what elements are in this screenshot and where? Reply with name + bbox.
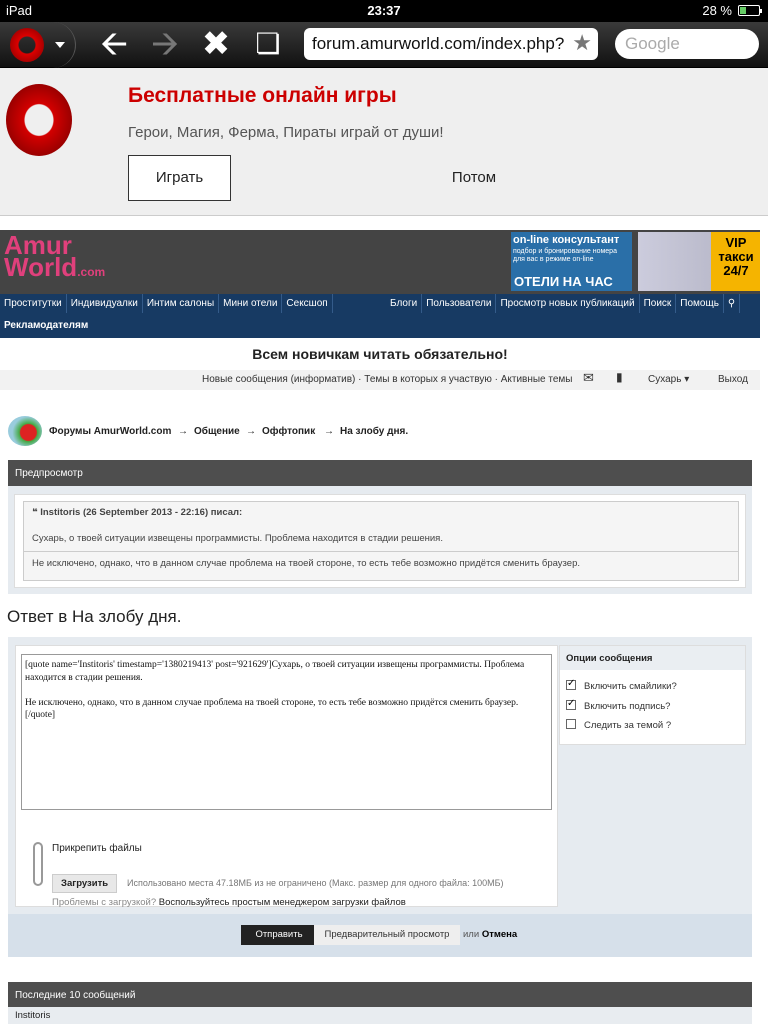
option-follow[interactable] xyxy=(566,719,671,731)
recent-post-author[interactable]: Institoris xyxy=(8,1007,752,1024)
quote-icon: ❝ xyxy=(32,507,38,518)
search-input[interactable]: Google xyxy=(615,29,759,59)
ad-hotel-banner[interactable] xyxy=(511,232,632,291)
close-icon[interactable]: ✖ xyxy=(201,25,231,63)
tabs-icon[interactable]: ❏ xyxy=(255,28,281,59)
quote-author xyxy=(32,507,242,518)
promo-banner xyxy=(0,68,768,216)
ad1-title: on-line консультант xyxy=(513,234,620,246)
used-space-text: Использовано места 47.18МБ из не ограничено (Макс. размер для одного файла: 100МБ) xyxy=(127,878,504,888)
ad2-text: VIP такси 24/7 xyxy=(718,235,754,278)
nav-item[interactable]: Мини отели xyxy=(219,294,282,313)
arrow-right-icon: → xyxy=(246,426,256,437)
site-banner xyxy=(0,230,760,294)
checkbox-smilies[interactable] xyxy=(566,680,576,690)
battery-icon xyxy=(738,5,760,16)
quote-author-text: Institoris (26 September 2013 - 22:16) писал: xyxy=(40,507,243,518)
opera-logo-icon xyxy=(10,28,44,62)
main-nav xyxy=(0,294,760,338)
user-bar xyxy=(0,370,760,390)
preview-post xyxy=(14,494,746,588)
nav-left xyxy=(0,294,333,316)
nav-item[interactable]: Интим салоны xyxy=(143,294,219,313)
option-label: Включить смайлики? xyxy=(584,681,677,692)
nav-advertisers[interactable]: Рекламодателям xyxy=(4,320,89,331)
battery-percent: 28 % xyxy=(702,3,732,18)
clock: 23:37 xyxy=(367,3,401,18)
simple-manager-link[interactable]: Воспользуйтесь простым менеджером загрузки файлов xyxy=(158,897,406,908)
forum-logo-icon xyxy=(8,416,42,446)
preview-panel xyxy=(8,486,752,594)
breadcrumb-item[interactable]: Оффтопик xyxy=(262,426,316,437)
editor-box xyxy=(15,645,558,907)
breadcrumb-item[interactable]: Общение xyxy=(194,426,240,437)
option-signature[interactable] xyxy=(566,700,670,712)
browser-toolbar xyxy=(0,22,768,68)
message-textarea[interactable]: [quote name='Institoris' timestamp='1380219413' post='921629']Сухарь, о твоей ситуации извещены программисты. Проблема находится в стадии решения. Не исключено, однако, что в данном случае проблема на твоей стороне, то есть тебе возможно придётся сменить браузер.[/quote] xyxy=(21,654,552,810)
logo-text-com: .com xyxy=(77,265,106,279)
later-button[interactable]: Потом xyxy=(451,169,497,186)
or-cancel xyxy=(463,929,517,940)
reply-form xyxy=(8,637,752,957)
user-links[interactable]: Новые сообщения (информатив) · Темы в которых я участвую · Активные темы xyxy=(202,374,573,385)
reply-title: Ответ в На злобу дня. xyxy=(7,607,182,626)
envelope-icon[interactable]: ✉ xyxy=(583,370,594,385)
option-smilies[interactable] xyxy=(566,680,677,692)
nav-item[interactable]: Просмотр новых публикаций xyxy=(496,294,639,313)
logo-text-world: World xyxy=(4,252,78,282)
quote-line-1: Сухарь, о твоей ситуации извещены программисты. Проблема находится в стадии решения. xyxy=(32,533,443,544)
nav-right xyxy=(386,294,740,316)
nav-item[interactable]: Помощь xyxy=(676,294,724,313)
cancel-link[interactable]: Отмена xyxy=(481,929,518,940)
nav-item[interactable]: Проститутки xyxy=(0,294,67,313)
nav-item[interactable]: Индивидуалки xyxy=(67,294,143,313)
attach-label: Прикрепить файлы xyxy=(52,843,142,854)
submit-row xyxy=(8,914,752,957)
or-text: или xyxy=(463,929,480,940)
forward-arrow-icon[interactable]: 🡪 xyxy=(151,25,179,63)
promo-title: Бесплатные онлайн игры xyxy=(128,84,397,107)
play-button[interactable]: Играть xyxy=(128,155,231,201)
checkbox-signature[interactable] xyxy=(566,700,576,710)
submit-button[interactable]: Отправить xyxy=(241,925,317,945)
preview-header: Предпросмотр xyxy=(8,460,752,487)
chevron-down-icon: ▾ xyxy=(684,374,690,385)
checkbox-follow[interactable] xyxy=(566,719,576,729)
dropdown-triangle-icon xyxy=(55,42,65,48)
url-text: forum.amurworld.com/index.php? xyxy=(312,34,565,53)
back-arrow-icon[interactable]: 🡨 xyxy=(100,25,128,63)
map-pin-icon[interactable]: ⚲ xyxy=(724,294,740,313)
preview-button[interactable]: Предварительный просмотр xyxy=(314,925,460,945)
quote-block xyxy=(23,501,739,581)
user-menu[interactable] xyxy=(648,374,689,385)
device-name: iPad xyxy=(6,3,33,18)
nav-second-row xyxy=(0,316,92,338)
site-logo[interactable] xyxy=(4,230,106,283)
nav-item[interactable]: Сексшоп xyxy=(282,294,332,313)
username: Сухарь xyxy=(648,374,682,385)
nav-item[interactable]: Блоги xyxy=(386,294,422,313)
upload-problems xyxy=(52,897,406,908)
upload-button[interactable]: Загрузить xyxy=(52,874,117,893)
address-bar[interactable] xyxy=(304,28,598,60)
opera-logo-icon xyxy=(6,84,72,156)
star-icon[interactable]: ★ xyxy=(572,30,592,55)
notification-icon[interactable]: ▮ xyxy=(616,370,623,384)
ad1-text: подбор и бронирование номера для вас в режиме on-line xyxy=(513,248,617,263)
arrow-right-icon: → xyxy=(324,426,334,437)
option-label: Следить за темой ? xyxy=(584,720,672,731)
ad-taxi-banner[interactable] xyxy=(638,232,760,291)
nav-item[interactable]: Пользователи xyxy=(422,294,496,313)
logo-text-amur: Amur xyxy=(4,230,72,260)
paperclip-icon xyxy=(33,842,43,886)
breadcrumb-item[interactable]: Форумы AmurWorld.com xyxy=(49,426,172,437)
opera-menu-button[interactable] xyxy=(0,22,76,68)
option-label: Включить подпись? xyxy=(584,701,671,712)
ad1-big: ОТЕЛИ НА ЧАС xyxy=(514,274,613,289)
options-header: Опции сообщения xyxy=(560,646,745,670)
problems-text: Проблемы с загрузкой? xyxy=(52,897,157,908)
promo-subtitle: Герои, Магия, Ферма, Пираты играй от души! xyxy=(128,124,444,141)
quote-line-2: Не исключено, однако, что в данном случае проблема на твоей стороне, то есть тебе возможно придётся сменить браузер. xyxy=(32,558,581,569)
recent-posts-header: Последние 10 сообщений xyxy=(8,982,752,1007)
notice-link[interactable]: Всем новичкам читать обязательно! xyxy=(252,346,508,362)
breadcrumb-item[interactable]: На злобу дня. xyxy=(340,426,409,437)
nav-item[interactable]: Поиск xyxy=(640,294,677,313)
message-options xyxy=(559,645,746,745)
arrow-right-icon: → xyxy=(178,426,188,437)
ios-status-bar xyxy=(0,0,768,22)
logout-link[interactable]: Выход xyxy=(718,374,748,385)
